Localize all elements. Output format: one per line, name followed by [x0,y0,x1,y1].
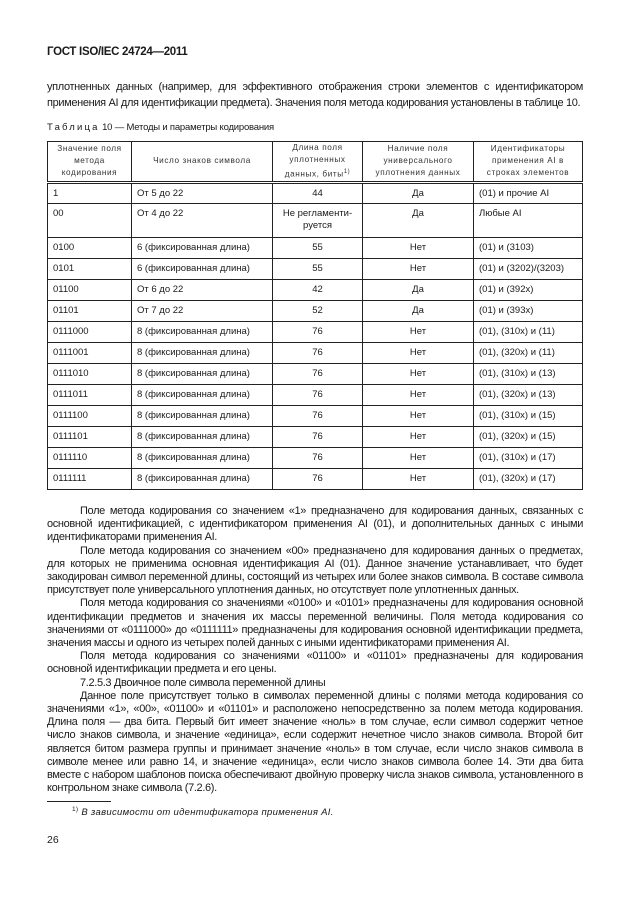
cell-symbol-chars: 8 (фиксированная длина) [132,468,273,489]
cell-symbol-chars: От 5 до 22 [132,182,273,203]
table-row [48,203,583,237]
cell-universal-compression: Нет [363,426,474,447]
cell-symbol-chars: 8 (фиксированная длина) [132,447,273,468]
cell-universal-compression: Да [363,279,474,300]
cell-method-value: 0111000 [48,321,132,342]
cell-compressed-length: 76 [273,321,363,342]
table-row [48,258,583,279]
cell-compressed-length: 55 [273,258,363,279]
cell-universal-compression: Да [363,203,474,237]
cell-compressed-length: 76 [273,405,363,426]
cell-universal-compression: Нет [363,237,474,258]
table-row [48,237,583,258]
cell-method-value: 01101 [48,300,132,321]
table-caption-title: 10 — Методы и параметры кодирования [99,122,274,133]
cell-ai-identifiers: (01), (310x) и (11) [474,321,583,342]
cell-method-value: 0111110 [48,447,132,468]
cell-method-value: 0111101 [48,426,132,447]
cell-symbol-chars: 8 (фиксированная длина) [132,426,273,447]
cell-symbol-chars: От 6 до 22 [132,279,273,300]
cell-compressed-length: 44 [273,182,363,203]
cell-compressed-length: Не регламенти-руется [273,203,363,237]
footnote-text: В зависимости от идентификатора применения AI. [78,807,334,819]
intro-paragraph: уплотненных данных (например, для эффективного отображения строки элементов с идентификатором применения AI для идентификации предмета). Значения поля метода кодирования установлены в таблице 10. [47,81,583,109]
cell-ai-identifiers: (01), (310x) и (15) [474,405,583,426]
cell-universal-compression: Нет [363,405,474,426]
table-header-row [48,142,583,183]
cell-universal-compression: Да [363,182,474,203]
cell-ai-identifiers: (01) и (392x) [474,279,583,300]
coding-methods-table [47,141,583,490]
paragraph: Поле метода кодирования со значением «00» предназначено для кодирования данных о предметах, для которых не применима основная идентификация AI (01). Данное значение устанавливает, что будет закодирован символ переменной длины, состоящий из четырех или более знаков символа. В составе символа присутствует поле универсального уплотнения данных, но отсутствует поле уплотненных данных. [47,544,583,597]
table-row [48,384,583,405]
footnote-divider [47,801,111,802]
table-row [48,363,583,384]
cell-ai-identifiers: (01), (310x) и (17) [474,447,583,468]
table-row [48,405,583,426]
cell-method-value: 0101 [48,258,132,279]
cell-method-value: 0111001 [48,342,132,363]
cell-universal-compression: Да [363,300,474,321]
cell-ai-identifiers: (01) и прочие AI [474,182,583,203]
cell-ai-identifiers: (01), (320x) и (13) [474,384,583,405]
table-row [48,468,583,489]
footnote-ref: 1) [343,169,351,175]
cell-method-value: 0111100 [48,405,132,426]
cell-symbol-chars: От 7 до 22 [132,300,273,321]
cell-ai-identifiers: (01), (320x) и (15) [474,426,583,447]
footnote-marker: 1) [72,806,79,813]
table-caption [47,122,274,133]
table-row [48,321,583,342]
cell-ai-identifiers: (01) и (393x) [474,300,583,321]
cell-symbol-chars: 6 (фиксированная длина) [132,258,273,279]
column-header-method-value: Значение поля метода кодирования [48,142,132,183]
table-row [48,426,583,447]
cell-method-value: 0111011 [48,384,132,405]
cell-ai-identifiers: (01), (320x) и (17) [474,468,583,489]
paragraph: Поля метода кодирования со значениями «01100» и «01101» предназначены для кодирования основной идентификации предмета и его цены. [47,650,583,676]
cell-symbol-chars: 8 (фиксированная длина) [132,342,273,363]
cell-symbol-chars: 8 (фиксированная длина) [132,384,273,405]
table-row [48,300,583,321]
cell-universal-compression: Нет [363,342,474,363]
cell-universal-compression: Нет [363,384,474,405]
cell-method-value: 0100 [48,237,132,258]
cell-symbol-chars: 8 (фиксированная длина) [132,363,273,384]
table-row [48,447,583,468]
cell-ai-identifiers: (01) и (3103) [474,237,583,258]
body-text [47,505,583,795]
cell-universal-compression: Нет [363,447,474,468]
cell-ai-identifiers: (01), (310x) и (13) [474,363,583,384]
column-header-ai-identifiers: Идентификаторы применения AI в строках элементов [474,142,583,183]
cell-universal-compression: Нет [363,468,474,489]
footnote [72,806,334,818]
column-header-symbol-chars: Число знаков символа [132,142,273,183]
cell-universal-compression: Нет [363,321,474,342]
section-heading: 7.2.5.3 Двоичное поле символа переменной длины [80,676,326,689]
cell-compressed-length: 42 [273,279,363,300]
table-row [48,182,583,203]
cell-compressed-length: 76 [273,384,363,405]
page-number: 26 [47,834,59,846]
paragraph: Поля метода кодирования со значениями «0100» и «0101» предназначены для кодирования основной идентификации предметов и значения их массы переменной величины. Поля метода кодирования со значениями от «0111000» до «0111111» предназначены для кодирования основной идентификации предмета, значения массы и одного из четырех полей данных с иными идентификаторами применения AI. [47,597,583,650]
cell-universal-compression: Нет [363,258,474,279]
cell-ai-identifiers: (01) и (3202)/(3203) [474,258,583,279]
paragraph: Данное поле присутствует только в символах переменной длины с полями метода кодирования со значениями «1», «00», «01100» и «01101» и расположено непосредственно за полем метода кодирования. Длина поля — два бита. Первый бит имеет значение «ноль» в том случае, если символ содержит четное число знаков символа, и значение «единица», если содержит нечетное число знаков символа. Второй бит является битом размера группы и принимает значение «ноль» в том случае, если число знаков символа в символе менее или равно 14, и значение «единица», если число знаков символа более 14. Эти два бита вместе с набором шаблонов поиска обеспечивают двойную проверку числа знаков символа, установленного в контрольном знаке символа (7.2.6). [47,689,583,795]
column-header-universal-compression: Наличие поля универсального уплотнения данных [363,142,474,183]
cell-universal-compression: Нет [363,363,474,384]
table-row [48,342,583,363]
cell-symbol-chars: 6 (фиксированная длина) [132,237,273,258]
cell-method-value: 0111010 [48,363,132,384]
column-header-compressed-length [273,142,363,183]
cell-compressed-length: 76 [273,447,363,468]
table-caption-label: Таблица [47,122,100,133]
cell-compressed-length: 76 [273,468,363,489]
cell-method-value: 01100 [48,279,132,300]
cell-ai-identifiers: Любые AI [474,203,583,237]
cell-compressed-length: 52 [273,300,363,321]
cell-compressed-length: 76 [273,342,363,363]
column-header-compressed-length-label: Длина поля уплотненных данных, биты [284,143,346,179]
document-id-header: ГОСТ ISO/IEC 24724—2011 [47,46,188,58]
cell-symbol-chars: 8 (фиксированная длина) [132,405,273,426]
cell-compressed-length: 55 [273,237,363,258]
cell-method-value: 1 [48,182,132,203]
cell-compressed-length: 76 [273,426,363,447]
cell-method-value: 00 [48,203,132,237]
cell-ai-identifiers: (01), (320x) и (11) [474,342,583,363]
paragraph: Поле метода кодирования со значением «1» предназначено для кодирования данных, связанных с основной идентификацией, с идентификатором применения AI (01), и дополнительных данных с иными идентификаторами применения AI. [47,505,583,544]
cell-symbol-chars: От 4 до 22 [132,203,273,237]
cell-symbol-chars: 8 (фиксированная длина) [132,321,273,342]
cell-compressed-length: 76 [273,363,363,384]
cell-method-value: 0111111 [48,468,132,489]
table-row [48,279,583,300]
